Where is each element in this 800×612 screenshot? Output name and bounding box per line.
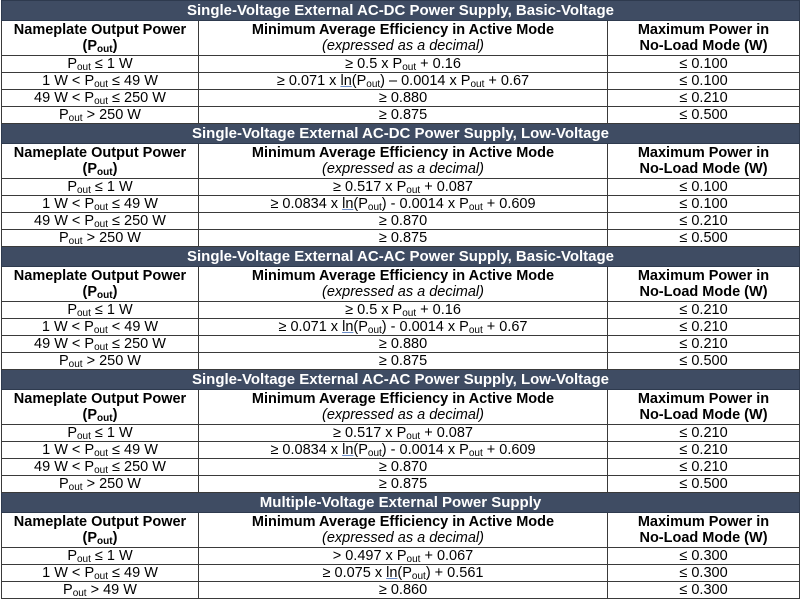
formula-text: > 250 W: [82, 230, 141, 246]
table-row: [2, 336, 800, 353]
natural-log-fn: ln: [340, 73, 352, 89]
section-title: Single-Voltage External AC-AC Power Supply, Basic-Voltage: [2, 247, 800, 267]
formula-text: > 250 W: [82, 107, 141, 123]
header-efficiency: [199, 390, 608, 425]
formula-text: ≤ 250 W: [108, 459, 166, 475]
formula-text: 1 W <: [41, 319, 85, 335]
subscript-out: out: [68, 113, 83, 124]
formula-text: 49 W <: [34, 336, 85, 352]
header-label: (P: [82, 284, 98, 300]
table-row: [2, 56, 800, 73]
formula-text: P: [63, 582, 73, 598]
max-no-load-power: ≤ 0.210: [608, 319, 800, 336]
max-no-load-power: ≤ 0.500: [608, 107, 800, 124]
formula-text: + 0.067: [420, 548, 474, 564]
min-efficiency-formula: [199, 56, 608, 73]
subscript-out: out: [97, 44, 113, 55]
table-row: [2, 459, 800, 476]
min-efficiency-formula: [199, 336, 608, 353]
formula-text: ≥ 0.870: [378, 459, 428, 475]
column-header-row: [2, 21, 800, 56]
subscript-out: out: [468, 202, 483, 213]
formula-text: 49 W <: [34, 90, 85, 106]
table-row: [2, 230, 800, 247]
formula-text: ≥ 0.071 x: [276, 73, 341, 89]
subscript-out: out: [402, 62, 417, 73]
table-row: [2, 302, 800, 319]
header-label: (P: [82, 161, 98, 177]
header-no-load: [608, 144, 800, 179]
formula-text: ≤ 49 W: [108, 442, 158, 458]
max-no-load-power: ≤ 0.100: [608, 56, 800, 73]
formula-text: P: [58, 353, 69, 369]
section-title: Single-Voltage External AC-DC Power Supply, Basic-Voltage: [2, 1, 800, 21]
formula-text: ) - 0.0014 x P: [381, 442, 469, 458]
output-power-range: [2, 336, 199, 353]
table-row: [2, 476, 800, 493]
header-label: Nameplate Output Power: [13, 145, 187, 161]
section-title-row: [2, 1, 800, 21]
table-row: [2, 179, 800, 196]
max-no-load-power: ≤ 0.210: [608, 336, 800, 353]
header-efficiency: [199, 267, 608, 302]
formula-text: ≥ 0.517 x P: [333, 425, 407, 441]
subscript-out: out: [406, 554, 421, 565]
section-title-row: [2, 124, 800, 144]
subscript-out: out: [93, 325, 108, 336]
formula-text: 1 W <: [42, 196, 85, 212]
table-row: [2, 442, 800, 459]
subscript-out: out: [94, 342, 108, 353]
formula-text: ≥ 0.071 x: [278, 319, 343, 335]
output-power-range: [2, 73, 199, 90]
subscript-out: out: [72, 588, 87, 599]
formula-text: + 0.609: [482, 196, 536, 212]
header-no-load: [608, 267, 800, 302]
section-title: Single-Voltage External AC-DC Power Supply, Low-Voltage: [2, 124, 800, 144]
formula-text: P: [58, 107, 69, 123]
header-label: ): [112, 284, 118, 300]
formula-text: 49 W <: [34, 213, 85, 229]
formula-text: P: [67, 56, 77, 72]
formula-text: ≥ 0.075 x: [322, 565, 387, 581]
table-row: [2, 425, 800, 442]
section-title: Multiple-Voltage External Power Supply: [2, 493, 800, 513]
natural-log-fn: ln: [342, 319, 354, 335]
formula-text: + 0.67: [482, 319, 528, 335]
header-no-load: [608, 513, 800, 548]
min-efficiency-formula: [199, 73, 608, 90]
header-note: (expressed as a decimal): [322, 161, 484, 177]
subscript-out: out: [94, 571, 109, 582]
header-note: (expressed as a decimal): [322, 530, 484, 546]
header-label: Maximum Power in: [637, 514, 770, 530]
header-label: No-Load Mode (W): [639, 284, 768, 300]
section-title-row: [2, 370, 800, 390]
subscript-out: out: [367, 325, 382, 336]
subscript-out: out: [94, 465, 108, 476]
formula-text: ≤ 1 W: [90, 548, 133, 564]
header-label: (P: [82, 38, 98, 54]
subscript-out: out: [366, 79, 381, 90]
formula-text: ≤ 1 W: [90, 179, 133, 195]
formula-text: (P: [353, 442, 368, 458]
formula-text: ≤ 49 W: [108, 565, 158, 581]
header-output-power: [2, 513, 199, 548]
max-no-load-power: ≤ 0.210: [608, 90, 800, 107]
table-row: [2, 90, 800, 107]
formula-text: + 0.16: [416, 302, 461, 318]
min-efficiency-formula: [199, 107, 608, 124]
formula-text: P: [67, 548, 77, 564]
table-row: [2, 565, 800, 582]
header-label: Maximum Power in: [637, 22, 770, 38]
formula-text: ) – 0.0014 x P: [380, 73, 471, 89]
output-power-range: [2, 459, 199, 476]
formula-text: + 0.087: [420, 179, 473, 195]
subscript-out: out: [94, 219, 108, 230]
min-efficiency-formula: [199, 353, 608, 370]
output-power-range: [2, 582, 199, 599]
table-row: [2, 196, 800, 213]
header-label: No-Load Mode (W): [639, 161, 768, 177]
max-no-load-power: ≤ 0.210: [608, 459, 800, 476]
subscript-out: out: [68, 482, 83, 493]
min-efficiency-formula: [199, 196, 608, 213]
subscript-out: out: [470, 79, 485, 90]
natural-log-fn: ln: [342, 442, 354, 458]
header-efficiency: [199, 21, 608, 56]
formula-text: ≤ 250 W: [108, 213, 166, 229]
formula-text: P: [84, 73, 95, 89]
formula-text: ≥ 0.875: [378, 230, 428, 246]
subscript-out: out: [68, 236, 83, 247]
subscript-out: out: [94, 96, 108, 107]
min-efficiency-formula: [199, 548, 608, 565]
formula-text: P: [84, 90, 95, 106]
formula-text: 1 W <: [42, 442, 85, 458]
subscript-out: out: [367, 448, 382, 459]
header-label: Nameplate Output Power: [13, 22, 187, 38]
header-efficiency: [199, 144, 608, 179]
formula-text: < 49 W: [107, 319, 159, 335]
output-power-range: [2, 90, 199, 107]
formula-text: ≥ 0.860: [378, 582, 428, 598]
subscript-out: out: [411, 571, 426, 582]
min-efficiency-formula: [199, 230, 608, 247]
subscript-out: out: [406, 431, 421, 442]
formula-text: ≤ 1 W: [90, 302, 133, 318]
header-label: Minimum Average Efficiency in Active Mode: [251, 22, 555, 38]
formula-text: P: [84, 565, 95, 581]
max-no-load-power: ≤ 0.210: [608, 425, 800, 442]
header-label: ): [112, 161, 118, 177]
subscript-out: out: [97, 167, 113, 178]
column-header-row: [2, 513, 800, 548]
max-no-load-power: ≤ 0.210: [608, 302, 800, 319]
formula-text: > 250 W: [82, 476, 141, 492]
formula-text: ) + 0.561: [425, 565, 484, 581]
formula-text: + 0.67: [484, 73, 530, 89]
formula-text: P: [67, 179, 77, 195]
section-title-row: [2, 247, 800, 267]
table-row: [2, 353, 800, 370]
formula-text: ≤ 250 W: [108, 336, 166, 352]
header-label: Minimum Average Efficiency in Active Mode: [251, 391, 555, 407]
max-no-load-power: ≤ 0.100: [608, 73, 800, 90]
output-power-range: [2, 565, 199, 582]
max-no-load-power: ≤ 0.500: [608, 476, 800, 493]
formula-text: P: [67, 302, 77, 318]
natural-log-fn: ln: [342, 196, 354, 212]
header-note: (expressed as a decimal): [322, 284, 484, 300]
formula-text: P: [84, 442, 95, 458]
header-no-load: [608, 390, 800, 425]
formula-text: + 0.609: [482, 442, 536, 458]
formula-text: 1 W <: [42, 73, 85, 89]
header-label: No-Load Mode (W): [639, 38, 768, 54]
column-header-row: [2, 390, 800, 425]
output-power-range: [2, 107, 199, 124]
max-no-load-power: ≤ 0.100: [608, 179, 800, 196]
output-power-range: [2, 476, 199, 493]
output-power-range: [2, 230, 199, 247]
formula-text: ≥ 0.0834 x: [270, 196, 343, 212]
subscript-out: out: [76, 554, 91, 565]
formula-text: 49 W <: [34, 459, 85, 475]
output-power-range: [2, 353, 199, 370]
max-no-load-power: ≤ 0.500: [608, 353, 800, 370]
formula-text: P: [84, 196, 95, 212]
formula-text: ≤ 250 W: [108, 90, 166, 106]
formula-text: ≥ 0.875: [378, 107, 428, 123]
formula-text: P: [58, 230, 69, 246]
formula-text: ≥ 0.0834 x: [270, 442, 343, 458]
subscript-out: out: [468, 448, 483, 459]
header-label: (P: [82, 407, 98, 423]
formula-text: P: [58, 476, 69, 492]
natural-log-fn: ln: [386, 565, 398, 581]
section-title: Single-Voltage External AC-AC Power Supply, Low-Voltage: [2, 370, 800, 390]
output-power-range: [2, 179, 199, 196]
formula-text: ≤ 1 W: [90, 425, 133, 441]
subscript-out: out: [94, 448, 109, 459]
formula-text: ) - 0.0014 x P: [381, 319, 469, 335]
header-label: Nameplate Output Power: [13, 268, 187, 284]
max-no-load-power: ≤ 0.210: [608, 213, 800, 230]
output-power-range: [2, 196, 199, 213]
formula-text: (P: [351, 73, 367, 89]
formula-text: P: [84, 319, 94, 335]
formula-text: > 0.497 x P: [332, 548, 407, 564]
formula-text: (P: [353, 319, 368, 335]
header-output-power: [2, 390, 199, 425]
output-power-range: [2, 56, 199, 73]
table-row: [2, 213, 800, 230]
min-efficiency-formula: [199, 179, 608, 196]
header-label: No-Load Mode (W): [639, 407, 768, 423]
subscript-out: out: [76, 308, 91, 319]
min-efficiency-formula: [199, 425, 608, 442]
formula-text: ≥ 0.875: [378, 476, 428, 492]
formula-text: ) - 0.0014 x P: [381, 196, 469, 212]
header-label: Minimum Average Efficiency in Active Mode: [251, 514, 555, 530]
max-no-load-power: ≤ 0.300: [608, 548, 800, 565]
subscript-out: out: [97, 413, 113, 424]
table-row: [2, 73, 800, 90]
formula-text: ≤ 49 W: [108, 196, 158, 212]
formula-text: (P: [397, 565, 412, 581]
min-efficiency-formula: [199, 213, 608, 230]
formula-text: ≥ 0.880: [378, 336, 428, 352]
header-note: (expressed as a decimal): [322, 38, 484, 54]
header-output-power: [2, 21, 199, 56]
formula-text: ≥ 0.880: [378, 90, 428, 106]
formula-text: ≥ 0.517 x P: [333, 179, 407, 195]
subscript-out: out: [76, 185, 91, 196]
subscript-out: out: [97, 290, 113, 301]
header-label: Nameplate Output Power: [13, 391, 187, 407]
header-label: Nameplate Output Power: [13, 514, 187, 530]
subscript-out: out: [68, 359, 83, 370]
header-no-load: [608, 21, 800, 56]
min-efficiency-formula: [199, 90, 608, 107]
formula-text: + 0.16: [416, 56, 461, 72]
formula-text: P: [67, 425, 77, 441]
header-efficiency: [199, 513, 608, 548]
formula-text: ≥ 0.870: [378, 213, 428, 229]
subscript-out: out: [367, 202, 382, 213]
max-no-load-power: ≤ 0.300: [608, 582, 800, 599]
header-label: Maximum Power in: [637, 391, 770, 407]
formula-text: ≥ 0.875: [378, 353, 428, 369]
formula-text: ≥ 0.5 x P: [345, 56, 403, 72]
formula-text: 1 W <: [42, 565, 85, 581]
output-power-range: [2, 442, 199, 459]
min-efficiency-formula: [199, 459, 608, 476]
min-efficiency-formula: [199, 582, 608, 599]
section-title-row: [2, 493, 800, 513]
formula-text: ≤ 1 W: [90, 56, 133, 72]
subscript-out: out: [468, 325, 483, 336]
subscript-out: out: [402, 308, 417, 319]
formula-text: + 0.087: [420, 425, 473, 441]
table-row: [2, 582, 800, 599]
table-row: [2, 107, 800, 124]
min-efficiency-formula: [199, 476, 608, 493]
header-note: (expressed as a decimal): [322, 407, 484, 423]
min-efficiency-formula: [199, 302, 608, 319]
output-power-range: [2, 548, 199, 565]
subscript-out: out: [406, 185, 421, 196]
subscript-out: out: [76, 431, 91, 442]
column-header-row: [2, 267, 800, 302]
formula-text: ≥ 0.5 x P: [345, 302, 403, 318]
formula-text: > 250 W: [82, 353, 141, 369]
subscript-out: out: [76, 62, 91, 73]
header-label: Minimum Average Efficiency in Active Mode: [251, 145, 555, 161]
max-no-load-power: ≤ 0.500: [608, 230, 800, 247]
formula-text: ≤ 49 W: [108, 73, 158, 89]
subscript-out: out: [94, 202, 109, 213]
header-label: No-Load Mode (W): [639, 530, 768, 546]
formula-text: (P: [353, 196, 368, 212]
max-no-load-power: ≤ 0.210: [608, 442, 800, 459]
subscript-out: out: [94, 79, 109, 90]
header-label: Minimum Average Efficiency in Active Mode: [251, 268, 555, 284]
header-label: Maximum Power in: [637, 268, 770, 284]
min-efficiency-formula: [199, 442, 608, 459]
formula-text: P: [84, 213, 95, 229]
formula-text: P: [84, 336, 95, 352]
power-supply-efficiency-table: [1, 0, 800, 599]
header-label: ): [112, 38, 118, 54]
output-power-range: [2, 425, 199, 442]
output-power-range: [2, 302, 199, 319]
column-header-row: [2, 144, 800, 179]
max-no-load-power: ≤ 0.100: [608, 196, 800, 213]
formula-text: > 49 W: [86, 582, 137, 598]
header-output-power: [2, 267, 199, 302]
output-power-range: [2, 319, 199, 336]
header-label: Maximum Power in: [637, 145, 770, 161]
header-label: (P: [82, 530, 98, 546]
efficiency-standards-document: [1, 0, 799, 599]
table-row: [2, 548, 800, 565]
min-efficiency-formula: [199, 565, 608, 582]
subscript-out: out: [97, 536, 113, 547]
header-label: ): [112, 530, 118, 546]
formula-text: P: [84, 459, 95, 475]
max-no-load-power: ≤ 0.300: [608, 565, 800, 582]
table-row: [2, 319, 800, 336]
min-efficiency-formula: [199, 319, 608, 336]
output-power-range: [2, 213, 199, 230]
header-label: ): [112, 407, 118, 423]
header-output-power: [2, 144, 199, 179]
